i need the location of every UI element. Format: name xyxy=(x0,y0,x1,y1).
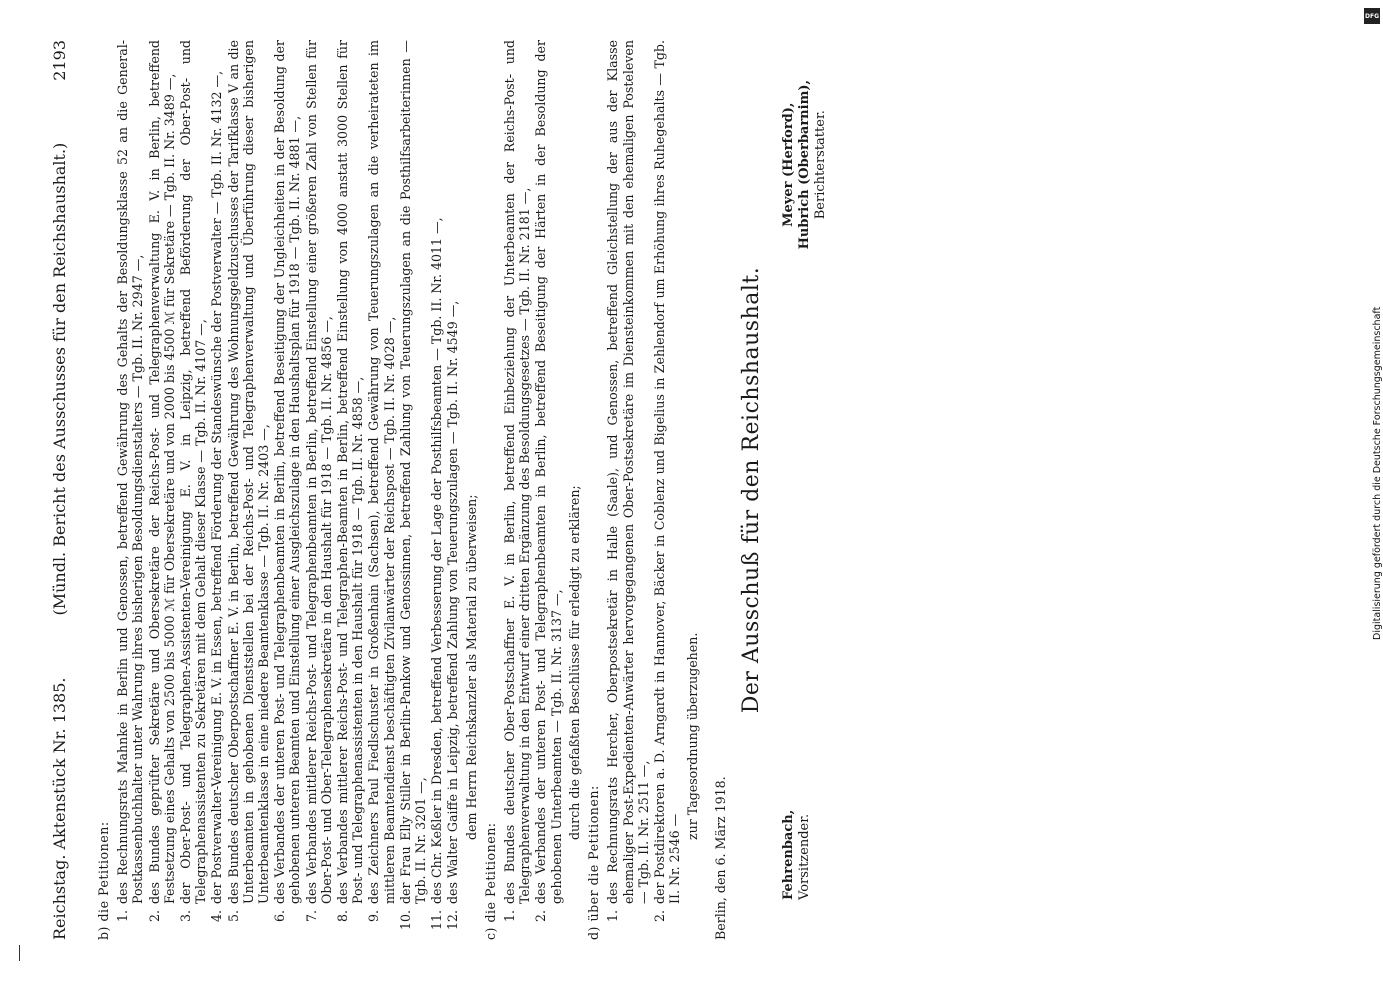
date-line: Berlin, den 6. März 1918. xyxy=(712,776,728,940)
section-title: d) über die Petitionen: xyxy=(586,785,602,940)
chair-name: Fehrenbach, xyxy=(780,809,796,900)
rotated-document xyxy=(40,40,1330,940)
section-d xyxy=(586,40,700,940)
list-item: 3. der Ober-Post- und Telegraphen-Assistenten-Vereinigung E. V. in Leipzig, betreffend Beförderung der Ober-Post- und Telegraphenassistenten zu Sekretären mit dem Gehalt dieser Klasse — Tgb. II. Nr. 4107 —, xyxy=(178,40,209,923)
header-center: (Mündl. Bericht des Ausschusses für den Reichshaushalt.) xyxy=(50,142,69,616)
section-b xyxy=(96,40,479,940)
list-item: 2. der Postdirektoren a. D. Arngardt in Hannover, Bäcker in Coblenz und Bigelius in Zehlendorf um Erhöhung ihres Ruhegehalts — Tgb. II. Nr. 2546 — xyxy=(651,40,683,923)
list-item: 5. des Bundes deutscher Oberpostschaffner E. V. in Berlin, betreffend Gewährung des Wohnungsgeldzuschusses der Tarifklasse V an die Unterbeamten in gehobenen Dienststellen bei der Reichs-Post- und Telegraphenverwaltung und Überführung dieser bisherigen Unterbeamtenklasse in eine niedere Beamtenklasse — Tgb. II. Nr. 2403 —, xyxy=(225,40,272,923)
section-title: c) die Petitionen: xyxy=(482,822,498,940)
section-c xyxy=(483,40,582,940)
list-item: 10. der Frau Elly Stiller in Berlin-Pankow und Genossinnen, betreffend Zahlung von Teuerungszulagen an die Posthilfsarbeiterinnen — Tgb. II. Nr. 3201 —, xyxy=(397,40,429,931)
chair-role: Vorsitzender. xyxy=(796,813,812,900)
section-title: b) die Petitionen: xyxy=(96,821,111,940)
dfg-funding-note: Digitalisierung gefördert durch die Deutsche Forschungsgemeinschaft xyxy=(1372,306,1383,640)
list-item: 12. des Walter Gaiffe in Leipzig, betreffend Zahlung von Teuerungszulagen — Tgb. II. Nr. 4549 —, xyxy=(445,300,461,931)
rapporteur-name-1: Meyer (Herford), xyxy=(780,102,796,227)
signature-block xyxy=(781,40,829,940)
list-item: 2. des Bundes geprüfter Sekretäre und Obersekretäre der Reichs-Post- und Telegraphenverwaltung E. V. in Berlin, betreffend Festsetzung eines Gehalts von 2500 bis 5000 ℳ für Obersekretäre und von 2000 bis 4500 ℳ für Sekretäre — Tgb. II. Nr. 3489 —, xyxy=(146,40,177,923)
list-item: 11. des Chr. Keßler in Dresden, betreffend Verbesserung der Lage der Posthilfsbeamten — Tgb. II. Nr. 4011 —, xyxy=(429,217,445,931)
list-item: 1. des Bundes deutscher Ober-Postschaffner E. V. in Berlin, betreffend Einbeziehung der Unterbeamten der Reichs-Post- und Telegraphenverwaltung in den Entwurf einer dritten Ergänzung des Besoldungsgesetzes — Tgb. II. Nr. 2181 —, xyxy=(502,40,533,923)
margin-mark xyxy=(19,945,20,961)
rapporteur-name-2: Hubrich (Oberbarnim), xyxy=(796,80,812,250)
resolution-text: durch die gefaßten Beschlüsse für erledigt zu erklären; xyxy=(566,485,582,840)
rapporteur-role: Berichterstatter. xyxy=(812,110,828,220)
header-left: Reichstag. Aktenstück Nr. 1385. xyxy=(50,677,69,940)
list-item: 4. der Postverwalter-Vereinigung E. V. in Essen, betreffend Förderung der Standeswünsche der Postverwalter — Tgb. II. Nr. 4132 —, xyxy=(209,70,225,923)
list-item: 9. des Zeichners Paul Fiedlschuster in Großenhain (Sachsen), betreffend Gewährung von Teuerungszulagen an die verheirateten im mittleren Beamtendienst beschäftigten Zivilanwärter der Reichspost — Tgb. II. Nr. 4028 —, xyxy=(366,40,397,923)
list-item: 6. des Verbandes der unteren Post- und Telegraphenbeamten in Berlin, betreffend Beseitigung der Ungleichheiten in der Besoldung der gehobenen unteren Beamten und Einstellung einer Ausgleichszulage in den Haushaltsplan für 1918 — Tgb. II. Nr. 4881 —, xyxy=(272,40,303,923)
list-item: 1. des Rechnungsrats Hercher, Oberpostsekretär in Halle (Saale), und Genossen, betreffend Gleichstellung der aus der Klasse ehemaliger Post-Expedienten-Anwärter hervorgegangenen Ober-Postsekretäre im Diensteinkommen mit den ehemaligen Posteleven — Tgb. II. Nr. 2511 —, xyxy=(605,40,651,923)
committee-heading: Der Ausschuß für den Reichshaushalt. xyxy=(738,266,764,714)
resolution-text: dem Herrn Reichskanzler als Material zu überweisen; xyxy=(463,494,479,840)
resolution-text: zur Tagesordnung überzugehen. xyxy=(685,632,701,840)
list-item: 8. des Verbandes mittlerer Reichs-Post- und Telegraphen-Beamten in Berlin, betreffend Einstellung von 4000 anstatt 3000 Stellen für Post- und Telegraphenassistenten in den Haushalt für 1918 — Tgb. II. Nr. 4858 —, xyxy=(335,40,366,923)
list-item: 7. des Verbandes mittlerer Reichs-Post- und Telegraphenbeamten in Berlin, betreffend Einstellung einer größeren Zahl von Stellen für Ober-Post- und Ober-Telegraphensekretäre in den Haushalt für 1918 — Tgb. II. Nr. 4856 —, xyxy=(303,40,334,923)
running-header xyxy=(40,40,80,940)
rapporteur-signature xyxy=(781,80,829,249)
chair-signature xyxy=(781,810,829,900)
page-number: 2193 xyxy=(50,40,69,81)
list-item: 2. des Verbandes der unteren Post- und Telegraphenbeamten in Berlin, betreffend Beseitigung der Härten in der Besoldung der gehobenen Unterbeamten — Tgb. II. Nr. 3137 —, xyxy=(533,40,564,923)
dfg-logo-icon: DFG xyxy=(1364,8,1380,24)
list-item: 1. des Rechnungsrats Mahnke in Berlin und Genossen, betreffend Gewährung des Gehalts der Besoldungsklasse 52 an die General-Postkassenbuchhalter unter Wahrung ihres bisherigen Besoldungsdienstalters — Tgb. II. Nr. 2947 —, xyxy=(115,40,146,923)
document-body xyxy=(96,40,829,940)
